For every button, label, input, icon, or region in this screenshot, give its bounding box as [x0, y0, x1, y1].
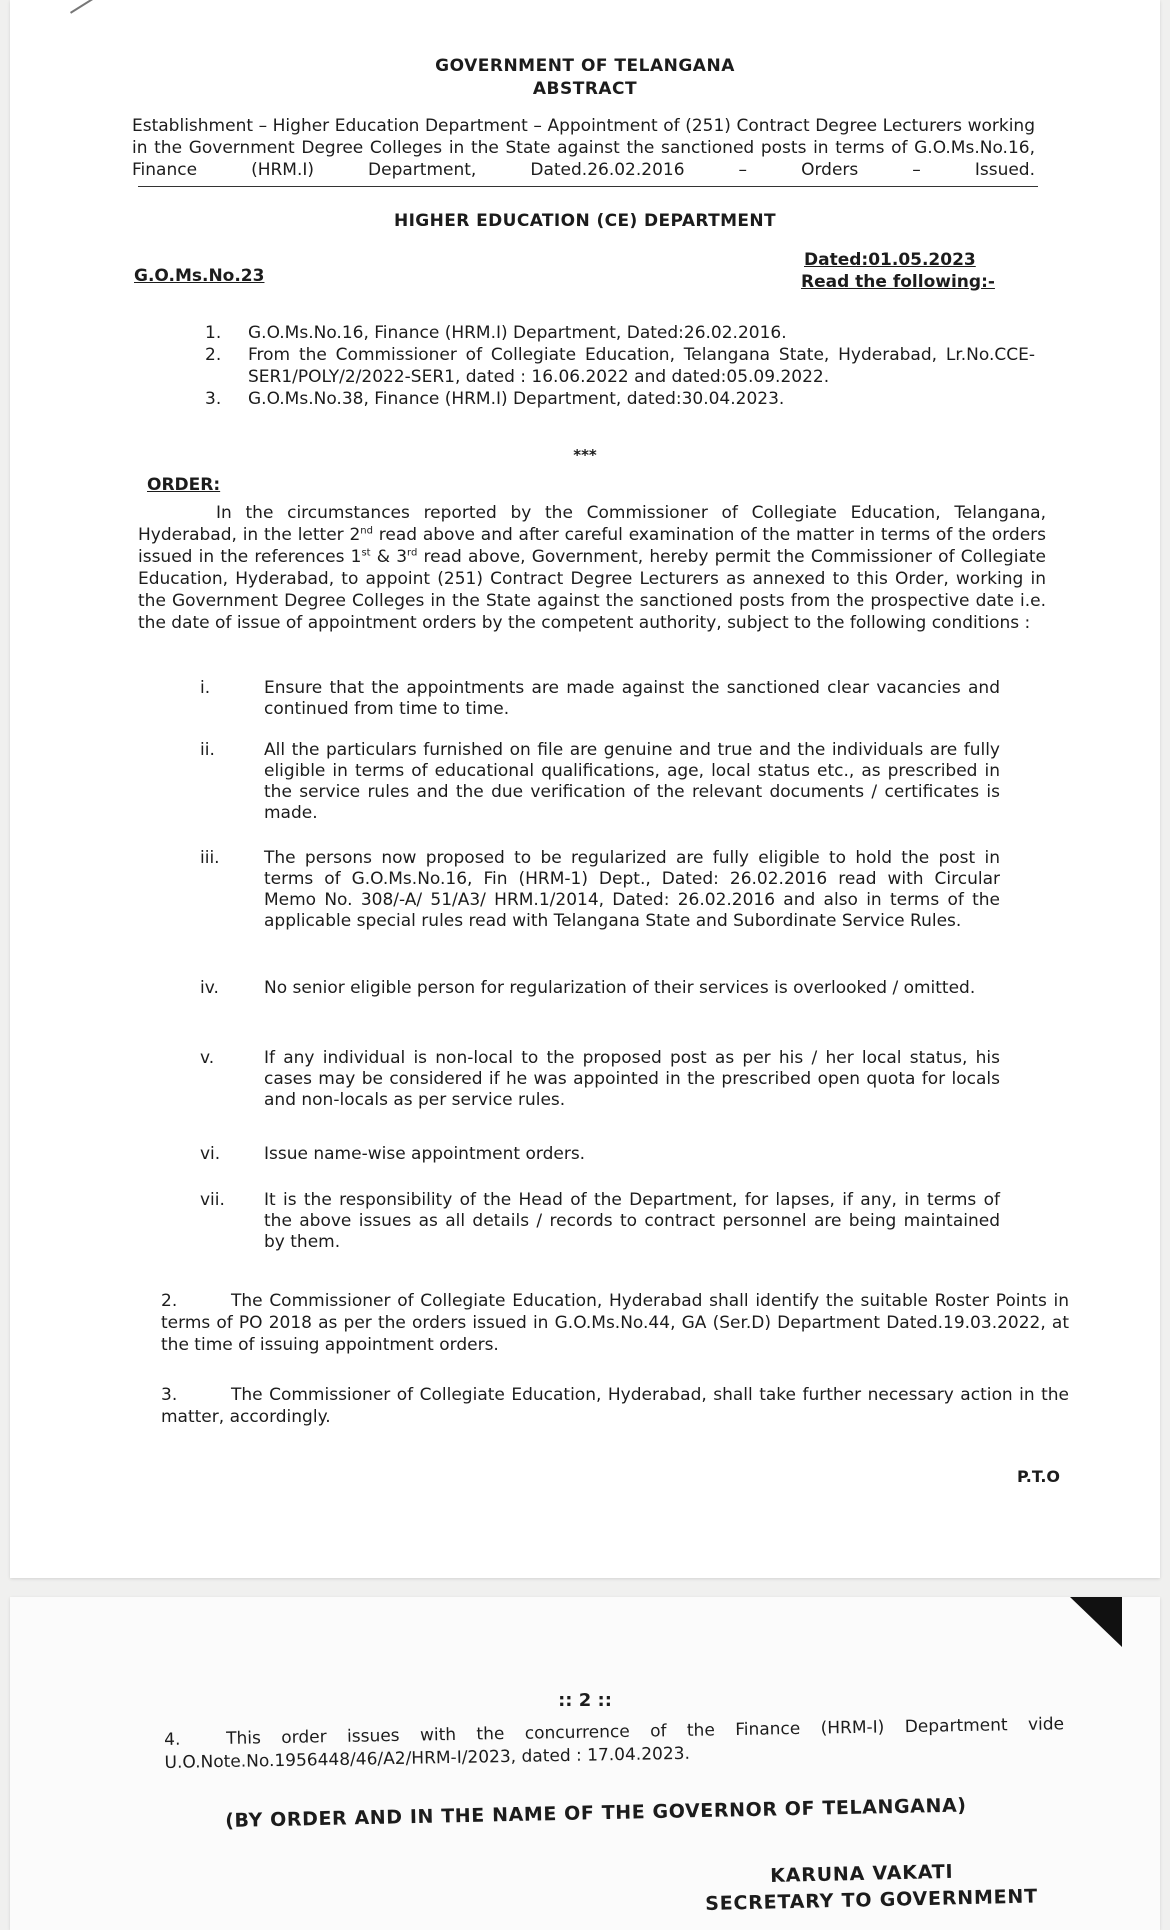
reference-item [205, 388, 1035, 410]
paragraph-4 [164, 1713, 1065, 1775]
condition-item [190, 1048, 1000, 1111]
condition-item [190, 978, 1000, 999]
order-paragraph [138, 502, 1046, 634]
condition-item [190, 740, 1000, 824]
page-number-marker: :: 2 :: [558, 1690, 612, 1711]
reference-text: G.O.Ms.No.16, Finance (HRM.I) Department, Dated:26.02.2016. [248, 323, 787, 343]
signatory-name: KARUNA VAKATI [770, 1860, 954, 1887]
condition-item [190, 1190, 1000, 1253]
order-date: Dated:01.05.2023 [804, 250, 976, 270]
reference-number: 2. [205, 345, 222, 365]
condition-item [190, 848, 1000, 932]
order-text-3: & 3 [370, 547, 408, 567]
condition-text: It is the responsibility of the Head of the Department, for lapses, if any, in terms of the above issues as all details / records to contract personnel are being maintained by them. [264, 1190, 1000, 1252]
reference-text: G.O.Ms.No.38, Finance (HRM.I) Department, dated:30.04.2023. [248, 389, 785, 409]
condition-number: v. [200, 1048, 215, 1068]
abstract-heading: ABSTRACT [532, 79, 638, 99]
go-number: G.O.Ms.No.23 [134, 266, 265, 286]
pto-label: P.T.O [1017, 1467, 1061, 1486]
order-sup-3: rd [407, 547, 418, 559]
pen-mark [70, 0, 102, 14]
condition-number: ii. [200, 740, 215, 760]
condition-number: iv. [200, 978, 219, 998]
condition-item [190, 1144, 1000, 1165]
condition-number: i. [200, 678, 211, 698]
order-sup-1: nd [360, 525, 373, 537]
condition-number: vi. [200, 1144, 221, 1164]
paragraph-text: This order issues with the concurrence of the Finance (HRM-I) Department vide U.O.Note.No.1956448/46/A2/HRM-I/2023, dated : 17.04.2023. [164, 1714, 1065, 1773]
condition-text: Issue name-wise appointment orders. [264, 1144, 586, 1164]
condition-number: vii. [200, 1190, 225, 1210]
condition-text: Ensure that the appointments are made against the sanctioned clear vacancies and continued from time to time. [264, 678, 1000, 719]
condition-text: The persons now proposed to be regularized are fully eligible to hold the post in terms of G.O.Ms.No.16, Fin (HRM-1) Dept., Dated: 26.02.2016 read with Circular Memo No. 308/-A/ 51/A3/ HRM.1/2014, Dated: 26.02.2016 and also in terms of the applicable special rules read with Telangana State and Subordinate Service Rules. [264, 848, 1000, 931]
subject-underline [138, 186, 1038, 187]
signatory-title: SECRETARY TO GOVERNMENT [705, 1885, 1039, 1915]
page-fold-corner [1070, 1597, 1122, 1647]
read-following-label: Read the following:- [801, 272, 995, 292]
paragraph-number: 2. [161, 1291, 178, 1311]
paragraph-text: The Commissioner of Collegiate Education, Hyderabad, shall take further necessary action in the matter, accordingly. [161, 1385, 1069, 1427]
reference-number: 3. [205, 389, 222, 409]
reference-item [205, 322, 1035, 344]
reference-text: From the Commissioner of Collegiate Education, Telangana State, Hyderabad, Lr.No.CCE-SER1/POLY/2/2022-SER1, dated : 16.06.2022 and dated:05.09.2022. [248, 345, 1035, 387]
subject-text: Establishment – Higher Education Department – Appointment of (251) Contract Degree Lecturers working in the Government Degree Colleges in the State against the sanctioned posts in terms of G.O.Ms.No.16, Finance (HRM.I) Department, Dated.26.02.2016 – Orders – Issued. [132, 116, 1035, 180]
condition-text: All the particulars furnished on file are genuine and true and the individuals are fully eligible in terms of educational qualifications, age, local status etc., as prescribed in the service rules and the due verification of the relevant documents / certificates is made. [264, 740, 1000, 823]
order-heading: ORDER: [147, 475, 221, 495]
department-heading: HIGHER EDUCATION (CE) DEPARTMENT [393, 211, 777, 231]
references-list [205, 322, 1035, 410]
document-page-1 [10, 0, 1160, 1578]
condition-text: If any individual is non-local to the proposed post as per his / her local status, his cases may be considered if he was appointed in the prescribed open quota for locals and non-locals as per service rules. [264, 1048, 1000, 1110]
reference-number: 1. [205, 323, 222, 343]
paragraph-2 [161, 1290, 1069, 1356]
separator-stars: *** [573, 446, 597, 464]
reference-item [205, 344, 1035, 388]
paragraph-number: 4. [164, 1729, 181, 1750]
paragraph-3 [161, 1384, 1069, 1428]
condition-number: iii. [200, 848, 220, 868]
government-heading: GOVERNMENT OF TELANGANA [435, 56, 735, 76]
condition-item [190, 678, 1000, 720]
order-text-4: read above, Government, hereby permit the Commissioner of Collegiate Education, Hyderabad, to appoint (251) Contract Degree Lecturers as annexed to this Order, working in the Government Degree Colleges in the State against the sanctioned posts from the prospective date i.e. the date of issue of appointment orders by the competent authority, subject to the following conditions : [138, 547, 1046, 633]
document-page-2 [10, 1597, 1160, 1930]
order-sup-2: st [361, 547, 371, 559]
paragraph-number: 3. [161, 1385, 178, 1405]
order-text-2: read above and after careful examination of the matter in terms of the orders issued in the references 1 [138, 525, 1046, 567]
order-text-1: In the circumstances reported by the Commissioner of Collegiate Education, Telangana, Hyderabad, in the letter 2 [138, 503, 1046, 545]
condition-text: No senior eligible person for regularization of their services is overlooked / omitted. [264, 978, 976, 998]
paragraph-text: The Commissioner of Collegiate Education, Hyderabad shall identify the suitable Roster Points in terms of PO 2018 as per the orders issued in G.O.Ms.No.44, GA (Ser.D) Department Dated.19.03.2022, at the time of issuing appointment orders. [161, 1291, 1069, 1355]
governor-order-line: (BY ORDER AND IN THE NAME OF THE GOVERNOR OF TELANGANA) [225, 1794, 967, 1832]
